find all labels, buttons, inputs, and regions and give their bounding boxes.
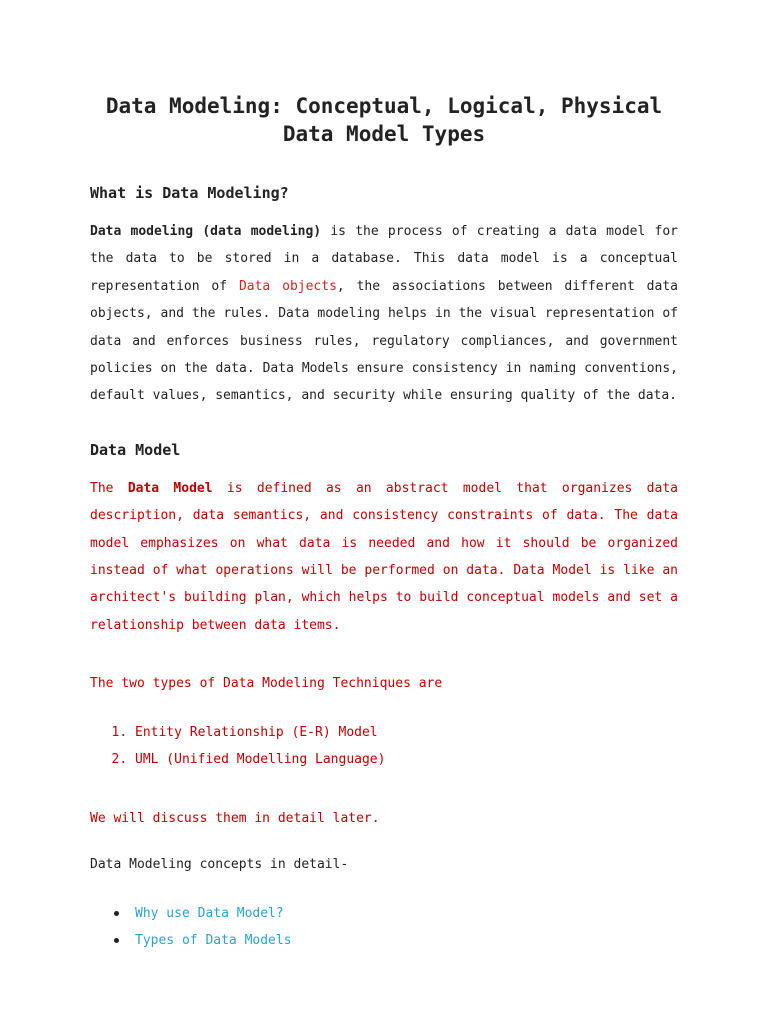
bold-term-data-model: Data Model bbox=[127, 480, 213, 496]
section-heading-data-model: Data Model bbox=[90, 440, 181, 459]
later-note: We will discuss them in detail later. bbox=[90, 811, 380, 827]
data-model-paragraph bbox=[90, 475, 678, 639]
intro-paragraph bbox=[90, 218, 678, 410]
concept-link-item bbox=[135, 927, 678, 954]
page-title bbox=[90, 0, 678, 148]
concept-link-item bbox=[135, 900, 678, 927]
title-line-1: Data Modeling: Conceptual, Logical, Physical bbox=[105, 94, 663, 118]
model-text-prefix: The bbox=[90, 480, 128, 496]
data-objects-link[interactable]: Data objects bbox=[238, 278, 337, 294]
intro-text-part-2: , the associations between different data objects, and the rules. Data modeling helps in the visual representation of data and enforces business rules, regulatory compliances, and government policies on the data. Data Models ensure consistency in naming conventions, default values, semantics, and security while ensuring quality of the data. bbox=[90, 278, 678, 404]
bold-term-data-modeling: Data modeling (data modeling) bbox=[90, 224, 322, 239]
techniques-list bbox=[90, 719, 678, 773]
technique-item-er-model: 1. Entity Relationship (E-R) Model bbox=[135, 719, 678, 746]
technique-item-uml: 2. UML (Unified Modelling Language) bbox=[135, 746, 678, 773]
techniques-intro: The two types of Data Modeling Techniques are bbox=[90, 676, 443, 692]
model-text-body: is defined as an abstract model that organizes data description, data semantics, and consistency constraints of data. The data model emphasizes on what data is needed and how it should be organized instead of what operations will be performed on data. Data Model is like an architect's building plan, which helps to build conceptual models and set a relationship between data items. bbox=[90, 480, 678, 633]
intro-text-part-1: is the process of creating a data model for the data to be stored in a database. This data model is a conceptual representation of bbox=[90, 224, 678, 294]
concept-links-list bbox=[90, 900, 678, 954]
section-heading-what-is-data-modeling: What is Data Modeling? bbox=[90, 184, 289, 202]
why-use-data-model-link[interactable]: Why use Data Model? bbox=[135, 906, 284, 922]
bullet-dot-icon bbox=[114, 938, 119, 943]
bullet-dot-icon bbox=[114, 911, 119, 916]
title-line-2: Data Model Types bbox=[282, 122, 486, 146]
types-of-data-models-link[interactable]: Types of Data Models bbox=[135, 933, 292, 949]
concepts-intro: Data Modeling concepts in detail- bbox=[90, 857, 349, 873]
